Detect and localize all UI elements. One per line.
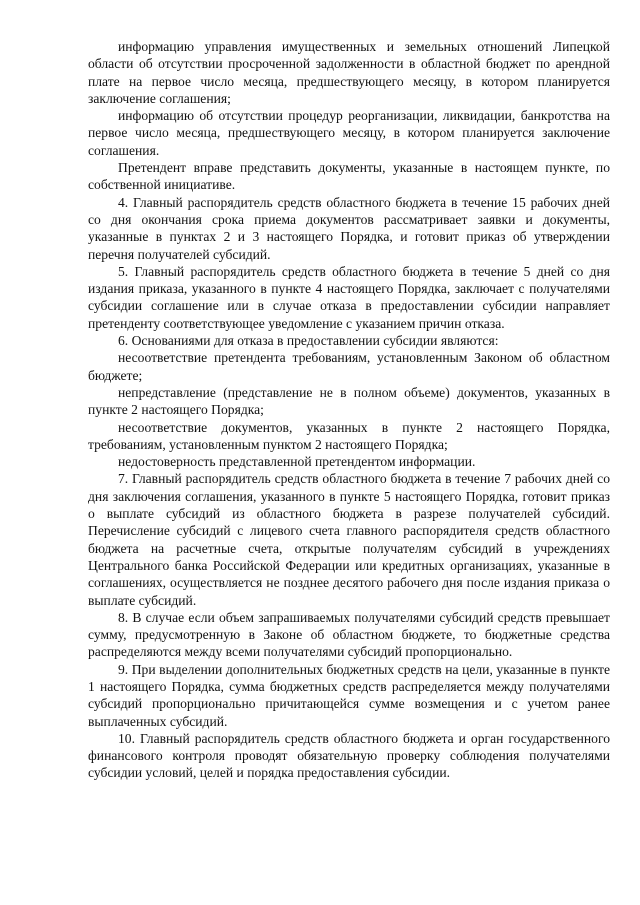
- paragraph-refusal-reason-3: несоответствие документов, указанных в пункте 2 настоящего Порядка, требованиям, установленным пунктом 2 настоящего Порядка;: [88, 419, 610, 452]
- paragraph-clause-5: 5. Главный распорядитель средств областного бюджета в течение 5 дней со дня издания приказа, указанного в пункте 4 настоящего Порядка, заключает с получателями субсидии соглашение или в случае отказа в предоставлении субсидии направляет претенденту соответствующее уведомление с указанием причин отказа.: [88, 263, 610, 331]
- paragraph-reorganization-info: информацию об отсутствии процедур реорганизации, ликвидации, банкротства на первое число месяца, предшествующего месяцу, в котором планируется заключение соглашения.: [88, 108, 610, 158]
- paragraph-refusal-reason-2: непредставление (представление не в полном объеме) документов, указанных в пункте 2 настоящего Порядка;: [88, 384, 610, 418]
- paragraph-own-initiative: Претендент вправе представить документы, указанные в настоящем пункте, по собственной инициативе.: [88, 160, 610, 193]
- paragraph-clause-9: 9. При выделении дополнительных бюджетных средств на цели, указанные в пункте 1 настоящего Порядка, сумма бюджетных средств распределяется между получателями субсидий пропорционально причитающейся сумме возмещения и с учетом ранее выплаченных субсидий.: [88, 661, 610, 729]
- document-page: [88, 38, 610, 782]
- paragraph-clause-10: 10. Главный распорядитель средств областного бюджета и орган государственного финансового контроля проводят обязательную проверку соблюдения получателями субсидии условий, целей и порядка предоставления субсидии.: [88, 730, 610, 781]
- paragraph-refusal-reason-1: несоответствие претендента требованиям, установленным Законом об областном бюджете;: [88, 350, 610, 383]
- paragraph-clause-8: 8. В случае если объем запрашиваемых получателями субсидий средств превышает сумму, предусмотренную в Законе об областном бюджете, то бюджетные средства распределяются между всеми получателями субсидий пропорционально.: [88, 609, 610, 660]
- paragraph-clause-7: 7. Главный распорядитель средств областного бюджета в течение 7 рабочих дней со дня заключения соглашения, указанного в пункте 5 настоящего Порядка, готовит приказ о выплате субсидий из областного бюджета в разрезе получателей субсидий. Перечисление субсидий с лицевого счета главного распорядителя средств областного бюджета на расчетные счета, открытые получателям субсидий в учреждениях Центрального банка Российской Федерации или кредитных организациях, указанные в соглашениях, осуществляется не позднее десятого рабочего дня после издания приказа о выплате субсидий.: [88, 471, 610, 608]
- paragraph-clause-4: 4. Главный распорядитель средств областного бюджета в течение 15 рабочих дней со дня окончания срока приема документов рассматривает заявки и документы, указанные в пунктах 2 и 3 настоящего Порядка, и готовит приказ об утверждении перечня получателей субсидий.: [88, 194, 610, 262]
- paragraph-refusal-reason-4: недостоверность представленной претендентом информации.: [118, 454, 476, 470]
- paragraph-clause-6: 6. Основаниями для отказа в предоставлении субсидии являются:: [118, 333, 499, 349]
- paragraph-property-debt-info: информацию управления имущественных и земельных отношений Липецкой области об отсутствии просроченной задолженности в областной бюджет по арендной плате на первое число месяца, предшествующего месяцу, в котором планируется заключение соглашения;: [88, 39, 610, 106]
